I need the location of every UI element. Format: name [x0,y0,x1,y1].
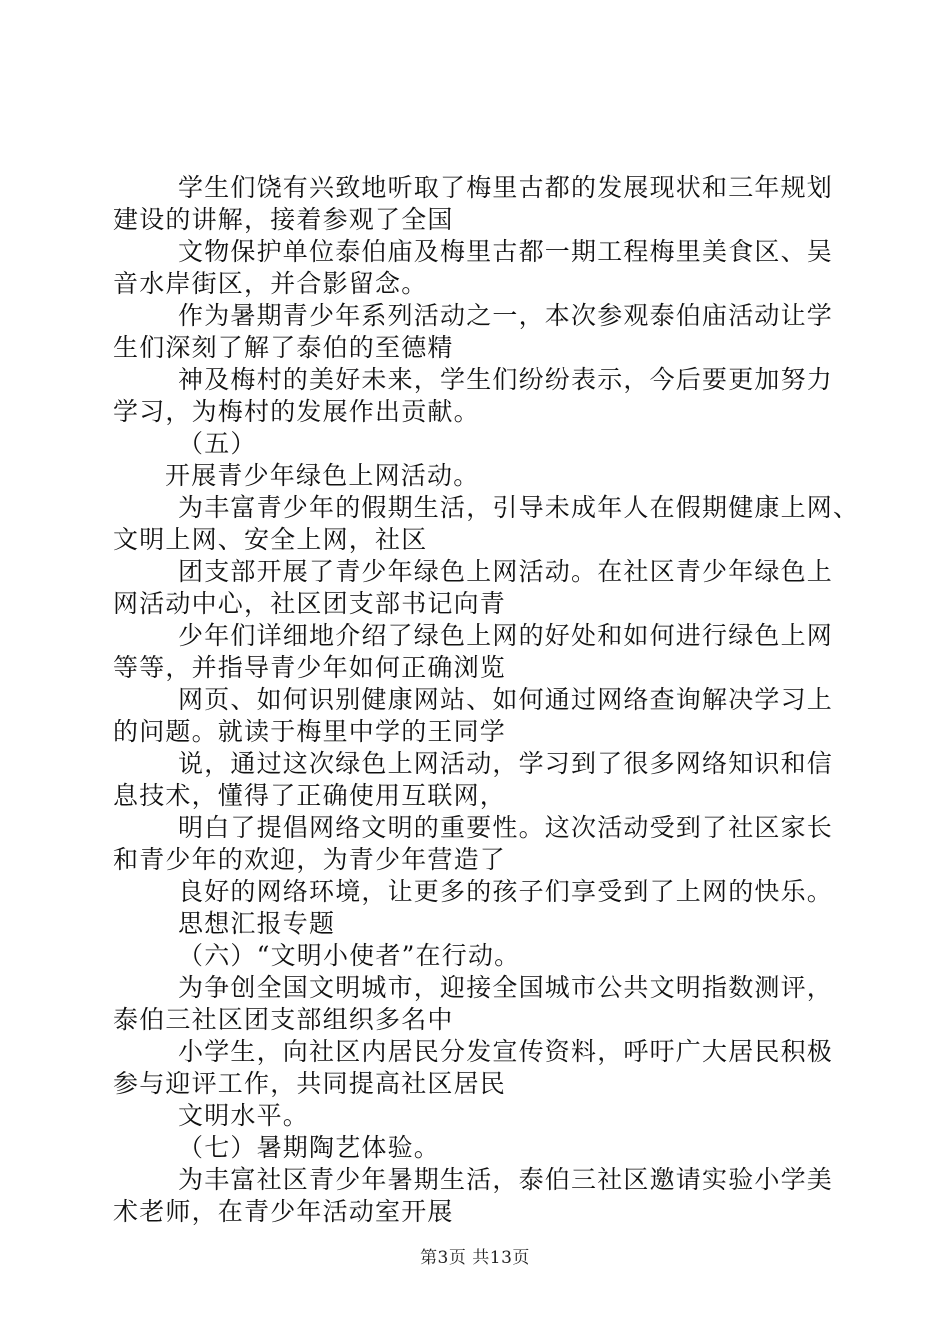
text-line: 术老师，在青少年活动室开展 [113,1197,454,1226]
text-line: 息技术，懂得了正确使用互联网， [113,781,507,810]
text-line: （五） [178,429,257,458]
page-footer: 第3页 共13页 [420,1248,530,1268]
text-line: 团支部开展了青少年绿色上网活动。在社区青少年绿色上 [178,557,834,586]
text-line: （六）“文明小使者”在行动。 [178,941,521,970]
text-line: 小学生，向社区内居民分发宣传资料，呼吁广大居民积极 [178,1037,834,1066]
text-line: 作为暑期青少年系列活动之一，本次参观泰伯庙活动让学 [178,301,834,330]
text-line: 音水岸街区，并合影留念。 [113,269,428,298]
text-line: 生们深刻了解了泰伯的至德精 [113,333,454,362]
text-line: 和青少年的欢迎，为青少年营造了 [113,845,507,874]
text-line: 明白了提倡网络文明的重要性。这次活动受到了社区家长 [178,813,834,842]
text-line: 少年们详细地介绍了绿色上网的好处和如何进行绿色上网 [178,621,834,650]
text-line: 为争创全国文明城市，迎接全国城市公共文明指数测评， [178,973,834,1002]
text-line: 网页、如何识别健康网站、如何通过网络查询解决学习上 [178,685,834,714]
text-line: 参与迎评工作，共同提高社区居民 [113,1069,507,1098]
text-line: 良好的网络环境，让更多的孩子们享受到了上网的快乐。 [178,877,834,906]
text-line: 为丰富青少年的假期生活，引导未成年人在假期健康上网、 [178,493,860,522]
text-line: 学习，为梅村的发展作出贡献。 [113,397,480,426]
text-line: 开展青少年绿色上网活动。 [165,461,480,490]
text-line: 神及梅村的美好未来，学生们纷纷表示，今后要更加努力 [178,365,834,394]
text-line: 网活动中心，社区团支部书记向青 [113,589,507,618]
text-line: 文明上网、安全上网，社区 [113,525,428,554]
text-line: 学生们饶有兴致地听取了梅里古都的发展现状和三年规划 [178,173,834,202]
text-line: 建设的讲解，接着参观了全国 [113,205,454,234]
text-line: 泰伯三社区团支部组织多名中 [113,1005,454,1034]
text-line: 文物保护单位泰伯庙及梅里古都一期工程梅里美食区、吴 [178,237,834,266]
text-line: 为丰富社区青少年暑期生活，泰伯三社区邀请实验小学美 [178,1165,834,1194]
text-line: （七）暑期陶艺体验。 [178,1133,441,1162]
text-line: 的问题。就读于梅里中学的王同学 [113,717,507,746]
text-line: 说，通过这次绿色上网活动，学习到了很多网络知识和信 [178,749,834,778]
text-line: 思想汇报专题 [178,909,336,938]
text-line: 等等，并指导青少年如何正确浏览 [113,653,507,682]
text-line: 文明水平。 [178,1101,310,1130]
document-body [113,172,860,1228]
